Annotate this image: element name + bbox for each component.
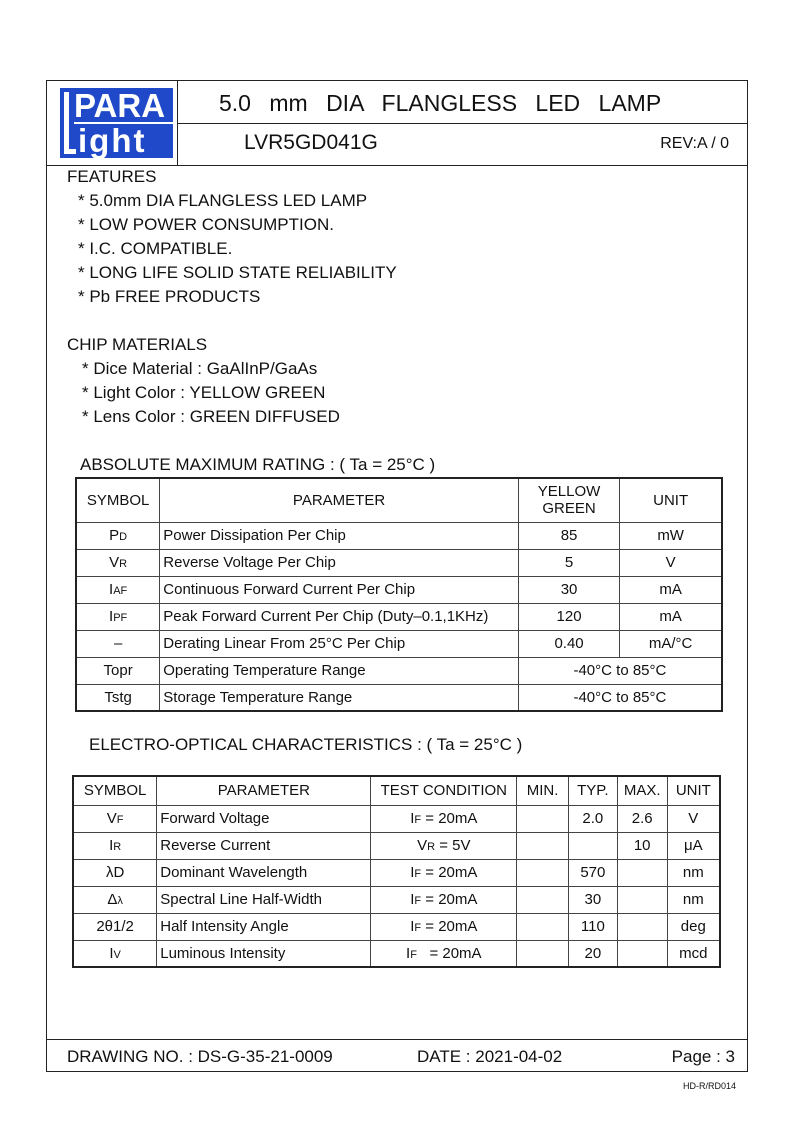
symbol-cell xyxy=(73,805,157,832)
max-cell xyxy=(617,859,667,886)
header xyxy=(47,81,747,166)
condition-value: = 20mA xyxy=(421,864,478,881)
parameter-cell: Power Dissipation Per Chip xyxy=(160,522,519,549)
min-cell xyxy=(517,886,569,913)
abs-max-table xyxy=(75,477,723,712)
symbol-text: I xyxy=(109,608,114,625)
drawing-date: DATE : 2021-04-02 xyxy=(417,1047,563,1066)
parameter-cell: Derating Linear From 25°C Per Chip xyxy=(160,630,519,657)
table-header-row xyxy=(73,776,720,805)
chip-item: * Lens Color : GREEN DIFFUSED xyxy=(82,407,340,426)
table-row xyxy=(73,940,720,967)
header-line: GREEN xyxy=(542,500,596,518)
header-cell: MAX. xyxy=(617,776,667,805)
parameter-cell: Luminous Intensity xyxy=(157,940,371,967)
condition-value: = 20mA xyxy=(421,891,478,908)
symbol-cell xyxy=(73,913,157,940)
symbol-subscript: V xyxy=(113,948,121,961)
condition-symbol: I xyxy=(410,810,415,827)
header-cell: TYP. xyxy=(568,776,617,805)
header-cell xyxy=(518,478,619,522)
test-condition-cell xyxy=(371,832,517,859)
test-condition-cell xyxy=(371,859,517,886)
condition-symbol: I xyxy=(410,864,415,881)
table-row xyxy=(76,630,722,657)
table-row xyxy=(76,522,722,549)
header-cell: SYMBOL xyxy=(76,478,160,522)
typ-cell: 110 xyxy=(568,913,617,940)
condition-subscript: R xyxy=(427,841,436,853)
table-header-row xyxy=(76,478,722,522)
value-cell: 5 xyxy=(518,549,619,576)
symbol-subscript: R xyxy=(113,841,122,853)
symbol-subscript: λ xyxy=(117,895,123,907)
condition-value: = 20mA xyxy=(416,944,482,962)
u-cell: mcd xyxy=(667,940,720,967)
chip-heading: CHIP MATERIALS xyxy=(67,335,208,354)
header-cell: PARAMETER xyxy=(157,776,371,805)
table-row xyxy=(73,859,720,886)
symbol-subscript: AF xyxy=(113,585,128,597)
table-row xyxy=(76,684,722,711)
table-row xyxy=(73,913,720,940)
unit-cell: mW xyxy=(620,522,722,549)
typ-cell: 20 xyxy=(568,940,617,967)
feature-item: * 5.0mm DIA FLANGLESS LED LAMP xyxy=(78,191,368,210)
test-condition-cell xyxy=(371,886,517,913)
header-cell: TEST CONDITION xyxy=(371,776,517,805)
table-row xyxy=(73,886,720,913)
parameter-cell: Reverse Current xyxy=(157,832,371,859)
symbol-text: I xyxy=(109,944,114,962)
drawing-number: DRAWING NO. : DS-G-35-21-0009 xyxy=(67,1047,333,1066)
para-light-logo xyxy=(60,88,173,158)
parameter-cell: Half Intensity Angle xyxy=(157,913,371,940)
parameter-cell: Dominant Wavelength xyxy=(157,859,371,886)
typ-cell: 570 xyxy=(568,859,617,886)
symbol-subscript: F xyxy=(116,814,124,826)
condition-symbol: I xyxy=(406,944,411,962)
symbol-subscript: PF xyxy=(113,612,128,624)
table-row xyxy=(76,549,722,576)
u-cell: nm xyxy=(667,859,720,886)
parameter-cell: Reverse Voltage Per Chip xyxy=(160,549,519,576)
parameter-cell: Continuous Forward Current Per Chip xyxy=(160,576,519,603)
symbol-cell xyxy=(76,603,160,630)
logo-text-bottom: ight xyxy=(78,122,147,158)
value-cell: -40°C to 85°C xyxy=(518,657,722,684)
max-cell xyxy=(617,940,667,967)
symbol-subscript: R xyxy=(119,558,128,570)
max-cell: 10 xyxy=(617,832,667,859)
table-row xyxy=(76,657,722,684)
u-cell: V xyxy=(667,805,720,832)
feature-item: * LOW POWER CONSUMPTION. xyxy=(78,215,334,234)
chip-item: * Light Color : YELLOW GREEN xyxy=(82,383,326,402)
u-cell: deg xyxy=(667,913,720,940)
condition-symbol: V xyxy=(417,837,428,854)
condition-symbol: I xyxy=(410,891,415,908)
unit-cell: V xyxy=(620,549,722,576)
max-cell xyxy=(617,886,667,913)
condition-subscript: F xyxy=(414,895,422,907)
min-cell xyxy=(517,832,569,859)
condition-subscript: F xyxy=(414,868,422,880)
symbol-text: 2θ1/2 xyxy=(96,918,134,935)
symbol-text: I xyxy=(109,837,114,854)
page-number: Page : 3 xyxy=(671,1047,735,1066)
title-row xyxy=(177,81,747,124)
parameter-cell: Forward Voltage xyxy=(157,805,371,832)
features-heading: FEATURES xyxy=(67,167,157,186)
condition-value: = 20mA xyxy=(421,918,478,935)
symbol-text: V xyxy=(109,554,120,571)
header-cell: UNIT xyxy=(667,776,720,805)
condition-symbol: I xyxy=(410,918,415,935)
value-cell: 0.40 xyxy=(518,630,619,657)
logo-text-top: PARA xyxy=(74,88,166,124)
value-cell: 85 xyxy=(518,522,619,549)
eo-table xyxy=(72,775,721,968)
revision: REV:A / 0 xyxy=(660,135,729,152)
u-cell: μA xyxy=(667,832,720,859)
table-row xyxy=(76,576,722,603)
parameter-cell: Peak Forward Current Per Chip (Duty–0.1,1KHz) xyxy=(160,603,519,630)
parameter-cell: Storage Temperature Range xyxy=(160,684,519,711)
value-cell: 30 xyxy=(518,576,619,603)
min-cell xyxy=(517,940,569,967)
header-cell: SYMBOL xyxy=(73,776,157,805)
min-cell xyxy=(517,859,569,886)
u-cell: nm xyxy=(667,886,720,913)
feature-item: * LONG LIFE SOLID STATE RELIABILITY xyxy=(78,263,397,282)
typ-cell xyxy=(568,832,617,859)
parameter-cell: Operating Temperature Range xyxy=(160,657,519,684)
abs-heading: ABSOLUTE MAXIMUM RATING : ( Ta = 25°C ) xyxy=(80,455,436,474)
table-row xyxy=(73,832,720,859)
max-cell xyxy=(617,913,667,940)
footer xyxy=(47,1039,747,1072)
symbol-text: P xyxy=(109,527,120,544)
header-cell: MIN. xyxy=(517,776,569,805)
value-cell: -40°C to 85°C xyxy=(518,684,722,711)
header-cell: UNIT xyxy=(620,478,722,522)
unit-cell: mA xyxy=(620,603,722,630)
symbol-cell xyxy=(76,576,160,603)
symbol-text: – xyxy=(113,635,123,652)
form-code: HD-R/RD014 xyxy=(682,1081,736,1091)
condition-subscript: F xyxy=(414,814,422,826)
parameter-cell: Spectral Line Half-Width xyxy=(157,886,371,913)
logo-cell xyxy=(47,81,178,165)
min-cell xyxy=(517,913,569,940)
condition-subscript: F xyxy=(414,922,422,934)
header-line: YELLOW xyxy=(537,483,601,501)
test-condition-cell xyxy=(371,913,517,940)
symbol-cell xyxy=(73,859,157,886)
model-number: LVR5GD041G xyxy=(244,131,378,154)
table-row xyxy=(73,805,720,832)
condition-value: = 5V xyxy=(435,837,471,854)
table-row xyxy=(76,603,722,630)
symbol-cell xyxy=(76,522,160,549)
symbol-cell xyxy=(73,940,157,967)
feature-item: * Pb FREE PRODUCTS xyxy=(78,287,261,306)
symbol-cell xyxy=(73,886,157,913)
test-condition-cell xyxy=(371,940,517,967)
unit-cell: mA xyxy=(620,576,722,603)
header-cell: PARAMETER xyxy=(160,478,519,522)
eo-heading: ELECTRO-OPTICAL CHARACTERISTICS : ( Ta = 25°C ) xyxy=(89,735,523,754)
typ-cell: 30 xyxy=(568,886,617,913)
unit-cell: mA/°C xyxy=(620,630,722,657)
condition-subscript: F xyxy=(410,948,417,961)
typ-cell: 2.0 xyxy=(568,805,617,832)
feature-item: * I.C. COMPATIBLE. xyxy=(78,239,233,258)
symbol-cell xyxy=(76,630,160,657)
value-cell: 120 xyxy=(518,603,619,630)
symbol-cell: Tstg xyxy=(76,684,160,711)
test-condition-cell xyxy=(371,805,517,832)
symbol-text: λD xyxy=(105,864,125,881)
page-title: 5.0 mm DIA FLANGLESS LED LAMP xyxy=(219,90,662,116)
symbol-cell: Topr xyxy=(76,657,160,684)
symbol-text: Δ xyxy=(107,891,118,908)
max-cell: 2.6 xyxy=(617,805,667,832)
symbol-text: I xyxy=(109,581,114,598)
symbol-subscript: D xyxy=(119,531,128,543)
chip-item: * Dice Material : GaAlInP/GaAs xyxy=(82,359,318,378)
symbol-cell xyxy=(73,832,157,859)
condition-value: = 20mA xyxy=(421,810,478,827)
min-cell xyxy=(517,805,569,832)
symbol-cell xyxy=(76,549,160,576)
symbol-text: V xyxy=(106,810,117,827)
